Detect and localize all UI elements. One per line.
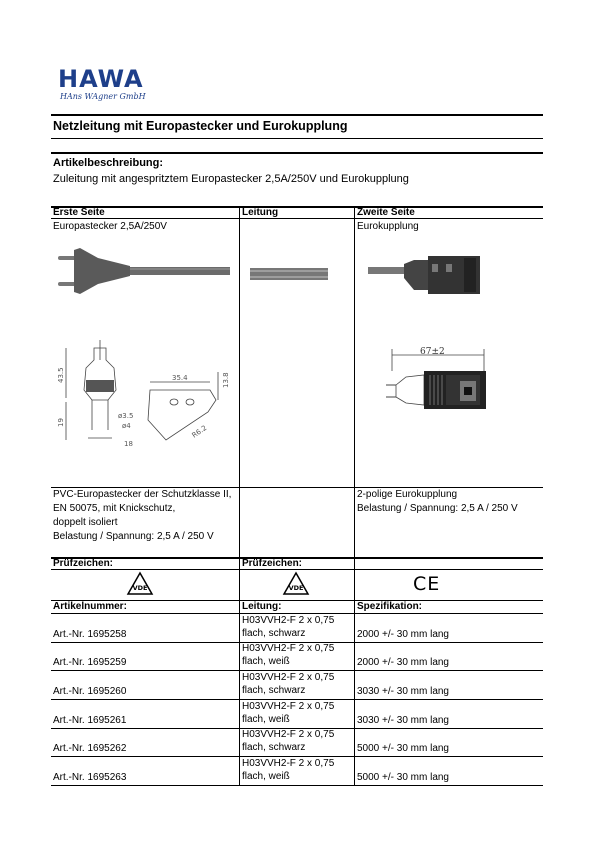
vde-mark-icon — [127, 572, 153, 596]
description-text: Zuleitung mit angespritztem Europastecker 2,5A/250V und Eurokupplung — [53, 173, 409, 185]
article-row-rule — [51, 756, 543, 757]
header-second-side: Zweite Seite — [357, 207, 415, 218]
article-cable-type: flach, weiß — [242, 714, 290, 725]
article-cable: H03VVH2-F 2 x 0,75 — [242, 672, 335, 683]
table-bottom-rule — [51, 785, 543, 786]
header-cable: Leitung — [242, 207, 279, 218]
article-cable: H03VVH2-F 2 x 0,75 — [242, 701, 335, 712]
article-spec: 2000 +/- 30 mm lang — [357, 629, 449, 640]
second-side-line: Belastung / Spannung: 2,5 A / 250 V — [357, 503, 518, 514]
plug-dim-6: 35.4 — [172, 374, 188, 382]
coupler-dim: 67±2 — [420, 347, 445, 357]
column-divider — [354, 206, 355, 785]
description-top-rule — [51, 152, 543, 154]
first-side-name: Europastecker 2,5A/250V — [53, 221, 167, 232]
plug-dim-3: ø3.5 — [118, 412, 134, 420]
article-cable-type: flach, weiß — [242, 771, 290, 782]
plug-dim-2: 19 — [57, 418, 65, 427]
article-number: Art.-Nr. 1695263 — [53, 772, 127, 783]
article-number: Art.-Nr. 1695261 — [53, 715, 127, 726]
coupler-technical-drawing — [382, 345, 492, 415]
articles-header-number: Artikelnummer: — [53, 601, 127, 612]
description-label: Artikelbeschreibung: — [53, 157, 164, 169]
ce-mark: CE — [413, 573, 441, 595]
first-side-line: EN 50075, mit Knickschutz, — [53, 503, 176, 514]
logo-name: HAWA — [58, 65, 144, 93]
article-cable: H03VVH2-F 2 x 0,75 — [242, 615, 335, 626]
title-top-rule — [51, 114, 543, 116]
article-number: Art.-Nr. 1695260 — [53, 686, 127, 697]
coupler-picture — [368, 254, 483, 296]
marks-label-first: Prüfzeichen: — [53, 558, 114, 569]
row-rule — [51, 487, 543, 488]
second-side-name: Eurokupplung — [357, 221, 419, 232]
article-spec: 3030 +/- 30 mm lang — [357, 715, 449, 726]
article-row-rule — [51, 670, 543, 671]
vde-mark-text: VDE — [288, 584, 304, 592]
articles-header-cable: Leitung: — [242, 601, 282, 612]
column-divider — [239, 206, 240, 785]
page-title: Netzleitung mit Europastecker und Eurokupplung — [53, 119, 348, 133]
header-first-side: Erste Seite — [53, 207, 105, 218]
vde-mark-text: VDE — [132, 584, 148, 592]
article-cable: H03VVH2-F 2 x 0,75 — [242, 643, 335, 654]
article-spec: 3030 +/- 30 mm lang — [357, 686, 449, 697]
company-logo — [58, 66, 158, 106]
article-spec: 5000 +/- 30 mm lang — [357, 772, 449, 783]
second-side-line: 2-polige Eurokupplung — [357, 489, 458, 500]
first-side-line: doppelt isoliert — [53, 517, 118, 528]
plug-picture — [58, 244, 238, 304]
article-cable-type: flach, weiß — [242, 656, 290, 667]
articles-header-rule — [51, 613, 543, 614]
header-bottom-rule — [51, 218, 543, 219]
plug-technical-drawing — [58, 340, 233, 455]
article-row-rule — [51, 699, 543, 700]
article-number: Art.-Nr. 1695258 — [53, 629, 127, 640]
article-number: Art.-Nr. 1695259 — [53, 657, 127, 668]
plug-dim-4: ø4 — [122, 422, 131, 430]
article-spec: 5000 +/- 30 mm lang — [357, 743, 449, 754]
article-spec: 2000 +/- 30 mm lang — [357, 657, 449, 668]
article-cable-type: flach, schwarz — [242, 742, 306, 753]
article-cable: H03VVH2-F 2 x 0,75 — [242, 729, 335, 740]
title-bottom-rule — [51, 138, 543, 139]
first-side-line: Belastung / Spannung: 2,5 A / 250 V — [53, 531, 214, 542]
vde-mark-icon — [283, 572, 309, 596]
cable-picture — [250, 264, 330, 284]
marks-label-cable: Prüfzeichen: — [242, 558, 303, 569]
article-cable: H03VVH2-F 2 x 0,75 — [242, 758, 335, 769]
article-cable-type: flach, schwarz — [242, 685, 306, 696]
article-cable-type: flach, schwarz — [242, 628, 306, 639]
first-side-line: PVC-Europastecker der Schutzklasse II, — [53, 489, 232, 500]
articles-header-spec: Spezifikation: — [357, 601, 423, 612]
plug-dim-8: R6.2 — [190, 423, 209, 440]
plug-dim-7: 13.8 — [222, 372, 230, 388]
logo-subtitle: HAns WAgner GmbH — [60, 92, 146, 101]
table-top-rule — [51, 206, 543, 208]
plug-dim-5: 18 — [124, 440, 133, 448]
plug-dim-1: 43.5 — [57, 367, 65, 383]
article-number: Art.-Nr. 1695262 — [53, 743, 127, 754]
